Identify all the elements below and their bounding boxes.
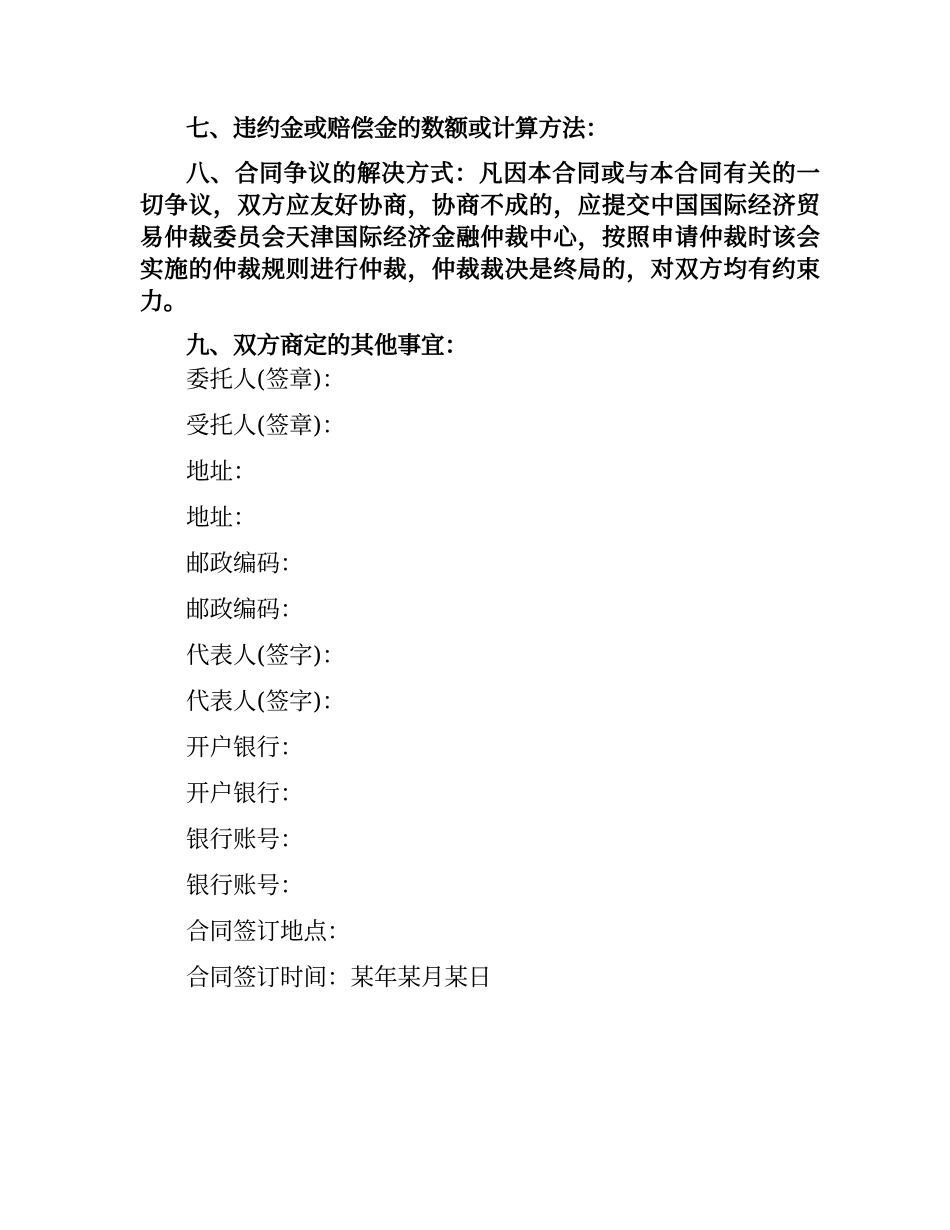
trustee-account-field: 银行账号： xyxy=(186,871,304,899)
trustee-seal-field: 受托人(签章)： xyxy=(186,411,346,439)
client-account-field: 银行账号： xyxy=(186,825,304,853)
client-bank-field: 开户银行： xyxy=(186,733,304,761)
signing-place-field: 合同签订地点： xyxy=(186,917,351,945)
client-postal-code-field: 邮政编码： xyxy=(186,549,304,577)
signature-block xyxy=(140,364,820,1008)
clause-9-other-matters: 九、双方商定的其他事宜： xyxy=(186,331,468,359)
trustee-address-field: 地址： xyxy=(186,503,257,531)
clause-8-dispute-resolution: 八、合同争议的解决方式：凡因本合同或与本合同有关的一切争议，双方应友好协商，协商不成的，应提交中国国际经济贸易仲裁委员会天津国际经济金融仲裁中心，按照申请仲裁时该会实施的仲裁规则进行仲裁，仲裁裁决是终局的，对双方均有约束力。 xyxy=(140,159,820,315)
trustee-bank-field: 开户银行： xyxy=(186,779,304,807)
client-seal-field: 委托人(签章)： xyxy=(186,365,346,393)
signing-date-field: 合同签订时间：某年某月某日 xyxy=(186,963,492,991)
client-representative-field: 代表人(签字)： xyxy=(186,641,346,669)
trustee-representative-field: 代表人(签字)： xyxy=(186,687,346,715)
trustee-postal-code-field: 邮政编码： xyxy=(186,595,304,623)
contract-page xyxy=(140,111,820,1008)
clause-7-penalty: 七、违约金或赔偿金的数额或计算方法： xyxy=(186,114,609,142)
client-address-field: 地址： xyxy=(186,457,257,485)
